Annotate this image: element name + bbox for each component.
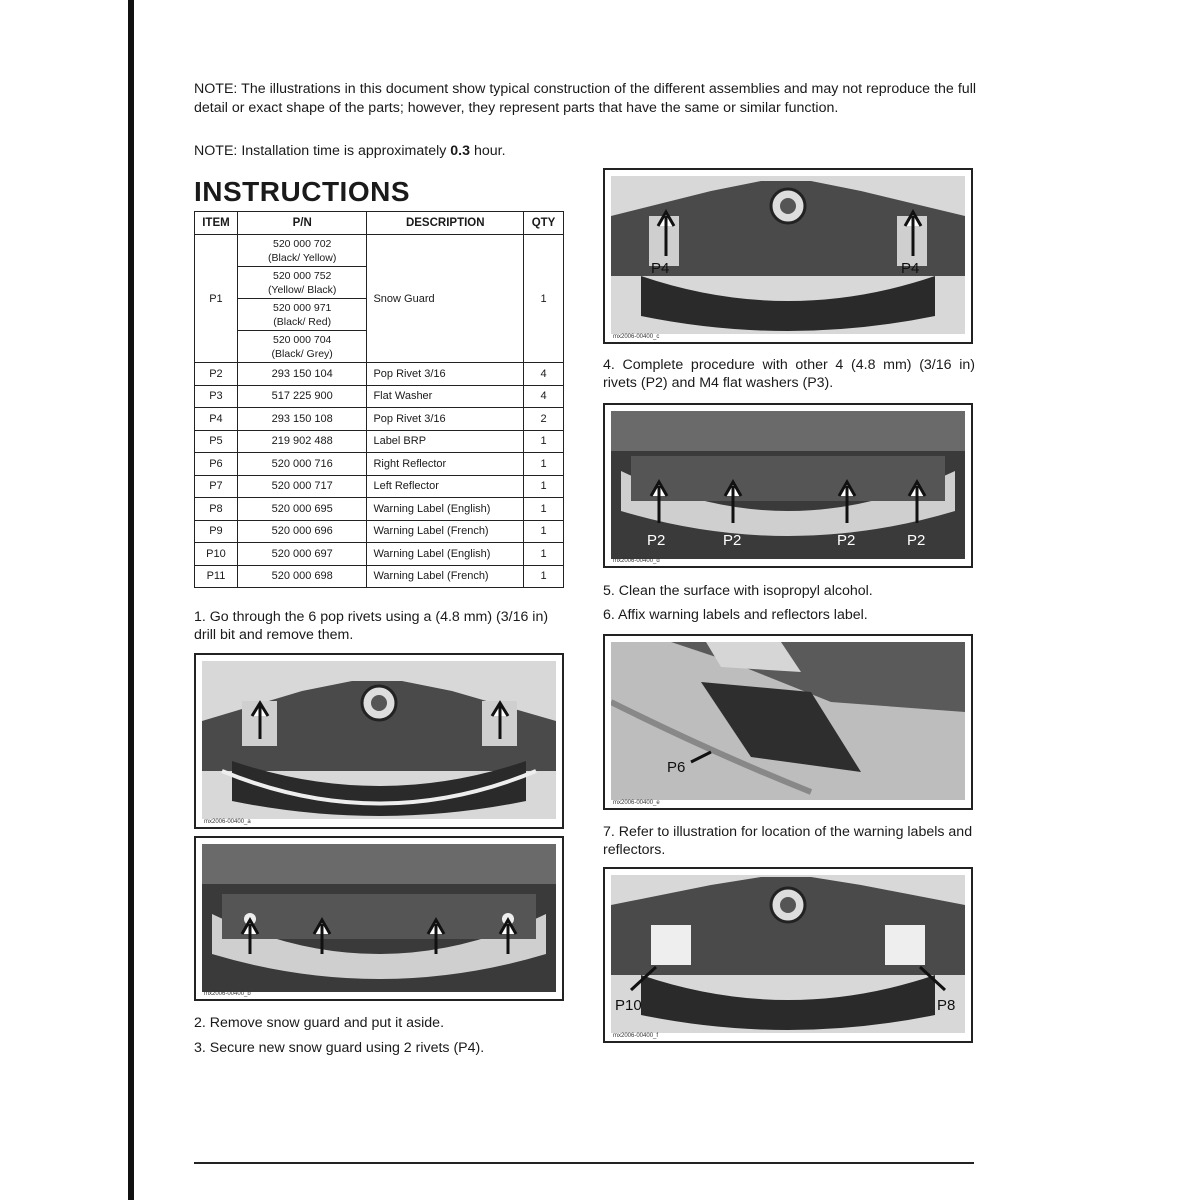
callout-p2: P2 xyxy=(647,532,666,549)
cell-pn: 520 000 697 xyxy=(237,543,367,566)
table-row xyxy=(195,543,564,566)
cell-item: P1 xyxy=(195,235,238,363)
cell-qty: 1 xyxy=(524,543,564,566)
cell-description: Warning Label (French) xyxy=(367,520,524,543)
footer-divider xyxy=(194,1162,974,1164)
table-row xyxy=(195,565,564,588)
cell-description: Snow Guard xyxy=(367,235,524,363)
callout-p2: P2 xyxy=(907,532,926,549)
header-description: DESCRIPTION xyxy=(367,212,524,235)
header-qty: QTY xyxy=(524,212,564,235)
cell-item: P3 xyxy=(195,385,238,408)
cell-pn: 520 000 752 (Yellow/ Black) xyxy=(237,267,367,299)
photo-rivets-p2 xyxy=(611,411,965,559)
step-1: 1. Go through the 6 pop rivets using a (4.8 mm) (3/16 in) drill bit and remove them. xyxy=(194,609,549,643)
callout-p8: P8 xyxy=(937,997,956,1014)
note-label: NOTE: xyxy=(194,81,238,97)
step-2: 2. Remove snow guard and put it aside. xyxy=(194,1015,445,1031)
table-row xyxy=(195,385,564,408)
figure-label-locations xyxy=(603,867,973,1043)
cell-pn: 520 000 704 (Black/ Grey) xyxy=(237,331,367,363)
cell-item: P2 xyxy=(195,363,238,386)
table-row xyxy=(195,408,564,431)
callout-p10: P10 xyxy=(615,997,642,1014)
table-row xyxy=(195,363,564,386)
figure-rivets-p2 xyxy=(603,403,973,568)
callout-p4-right: P4 xyxy=(901,260,920,277)
cell-pn: 520 000 698 xyxy=(237,565,367,588)
table-row xyxy=(195,498,564,521)
step-3: 3. Secure new snow guard using 2 rivets (P4). xyxy=(194,1040,485,1056)
cell-qty: 1 xyxy=(524,498,564,521)
cell-pn: 520 000 717 xyxy=(237,475,367,498)
cell-description: Left Reflector xyxy=(367,475,524,498)
cell-description: Warning Label (French) xyxy=(367,565,524,588)
callout-p2: P2 xyxy=(723,532,742,549)
cell-description: Label BRP xyxy=(367,430,524,453)
cell-item: P7 xyxy=(195,475,238,498)
figure-new-snow-guard xyxy=(603,168,973,344)
header-item: ITEM xyxy=(195,212,238,235)
cell-pn: 520 000 702 (Black/ Yellow) xyxy=(237,235,367,267)
cell-description: Warning Label (English) xyxy=(367,498,524,521)
figure-code: mx2006-00400_c xyxy=(613,334,660,340)
note-illustrations xyxy=(194,80,976,118)
step-6: 6. Affix warning labels and reflectors label. xyxy=(603,607,868,623)
cell-qty: 1 xyxy=(524,520,564,543)
step-4: 4. Complete procedure with other 4 (4.8 mm) (3/16 in) rivets (P2) and M4 flat washers (P3). xyxy=(603,357,975,391)
note-text: Installation time is approximately xyxy=(241,143,447,159)
cell-pn: 517 225 900 xyxy=(237,385,367,408)
figure-reflector xyxy=(603,634,973,810)
cell-item: P8 xyxy=(195,498,238,521)
cell-qty: 1 xyxy=(524,565,564,588)
figure-code: mx2006-00400_e xyxy=(613,800,660,806)
table-row xyxy=(195,430,564,453)
cell-qty: 4 xyxy=(524,385,564,408)
photo-reflector xyxy=(611,642,965,800)
cell-qty: 1 xyxy=(524,453,564,476)
photo-bumper-underside xyxy=(202,844,556,992)
cell-pn: 520 000 716 xyxy=(237,453,367,476)
parts-table xyxy=(194,211,564,588)
figure-bumper-rivets xyxy=(194,836,564,1001)
cell-pn: 520 000 971 (Black/ Red) xyxy=(237,299,367,331)
figure-code: mx2006-00400_b xyxy=(204,991,251,997)
cell-item: P10 xyxy=(195,543,238,566)
figure-code: mx2006-00400_a xyxy=(204,819,251,825)
table-row xyxy=(195,235,564,267)
cell-qty: 2 xyxy=(524,408,564,431)
step-7: 7. Refer to illustration for location of the warning labels and reflectors. xyxy=(603,824,973,858)
cell-pn: 219 902 488 xyxy=(237,430,367,453)
cell-qty: 1 xyxy=(524,475,564,498)
header-pn: P/N xyxy=(237,212,367,235)
cell-pn: 520 000 695 xyxy=(237,498,367,521)
cell-qty: 1 xyxy=(524,235,564,363)
photo-new-snow-guard xyxy=(611,176,965,334)
cell-item: P6 xyxy=(195,453,238,476)
cell-description: Flat Washer xyxy=(367,385,524,408)
cell-item: P4 xyxy=(195,408,238,431)
figure-code: mx2006-00400_d xyxy=(613,558,660,564)
cell-item: P11 xyxy=(195,565,238,588)
callout-p4-left: P4 xyxy=(651,260,670,277)
step-5: 5. Clean the surface with isopropyl alcohol. xyxy=(603,583,873,599)
note-text-unit: hour. xyxy=(473,143,506,159)
callout-p2: P2 xyxy=(837,532,856,549)
callout-p6: P6 xyxy=(667,759,686,776)
cell-description: Pop Rivet 3/16 xyxy=(367,363,524,386)
cell-item: P5 xyxy=(195,430,238,453)
cell-item: P9 xyxy=(195,520,238,543)
cell-pn: 520 000 696 xyxy=(237,520,367,543)
figure-code: mx2006-00400_f xyxy=(613,1033,659,1039)
table-row xyxy=(195,475,564,498)
note-text: The illustrations in this document show typical construction of the different assemblies and may not reproduce the full detail or exact shape of the parts; however, they represent parts that have the same or similar function. xyxy=(194,81,976,116)
note-install-time xyxy=(194,142,976,161)
page-edge xyxy=(128,0,134,1200)
cell-description: Right Reflector xyxy=(367,453,524,476)
install-time-value: 0.3 xyxy=(450,143,471,159)
photo-snow-guard-top xyxy=(202,661,556,819)
section-heading: INSTRUCTIONS xyxy=(194,176,410,207)
cell-qty: 1 xyxy=(524,430,564,453)
cell-qty: 4 xyxy=(524,363,564,386)
table-header-row xyxy=(195,212,564,235)
cell-description: Warning Label (English) xyxy=(367,543,524,566)
cell-description: Pop Rivet 3/16 xyxy=(367,408,524,431)
table-row xyxy=(195,453,564,476)
figure-snow-guard-rivets xyxy=(194,653,564,829)
table-row xyxy=(195,520,564,543)
note-label: NOTE: xyxy=(194,143,238,159)
cell-pn: 293 150 104 xyxy=(237,363,367,386)
cell-pn: 293 150 108 xyxy=(237,408,367,431)
photo-label-locations xyxy=(611,875,965,1033)
